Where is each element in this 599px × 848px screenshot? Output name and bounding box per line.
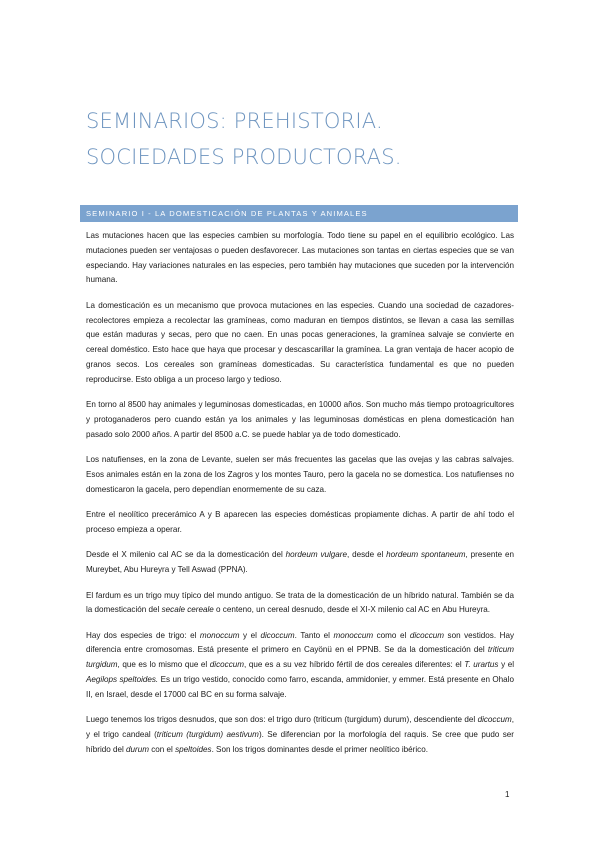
italic-term: Aegilops speltoides. (86, 675, 159, 685)
text-segment: , que es lo mismo que el (117, 660, 210, 670)
text-segment: o centeno, un cereal desnudo, desde el XI-X milenio cal AC en Abu Hureyra. (213, 605, 491, 615)
text-segment: . Tanto el (294, 630, 334, 640)
document-body (86, 229, 514, 768)
italic-term: dicoccum (209, 660, 244, 670)
text-segment: . Son los trigos dominantes desde el primer neolítico ibérico. (211, 744, 428, 754)
italic-term: durum (126, 744, 149, 754)
text-segment: con el (149, 744, 176, 754)
italic-term: triticum turgidum (86, 645, 514, 670)
text-segment: , y el trigo candeal ( (86, 715, 514, 740)
paragraph (86, 629, 514, 703)
italic-term: T. urartus (464, 660, 499, 670)
text-segment: En torno al 8500 hay animales y leguminosas domesticadas, en 10000 años. Son mucho más tiempo protoagricultores y protoganaderos pero cuando están ya los animales y las leguminosas domésticas en plena domesticación han pasado solo 2000 años. A partir del 8500 a.C. se puede hablar ya de todo domesticado. (86, 400, 514, 439)
section-heading: SEMINARIO I - LA DOMESTICACIÓN DE PLANTAS Y ANIMALES (86, 209, 368, 218)
text-segment: Entre el neolítico precerámico A y B aparecen las especies domésticas propiamente dichas. A partir de ahí todo el proceso empieza a operar. (86, 510, 514, 534)
text-segment: Las mutaciones hacen que las especies cambien su morfología. Todo tiene su papel en el equilibrio ecológico. Las mutaciones pueden ser ventajosas o pueden desfavorecer. Las mutaciones son tantas en ciertas especies que se van especiando. Hay variaciones naturales en las especies, pero también hay mutaciones que suceden por la intervención humana. (86, 231, 514, 285)
document-title (86, 103, 526, 175)
text-segment: son vestidos. Hay diferencia entre cromosomas. Está presente el primero en Cayönü en el PPNB. Se da la domesticación del (86, 630, 514, 655)
text-segment: ). Se diferencian por la morfología del raquis. Se cree que pudo ser híbrido del (86, 730, 514, 754)
title-line-1: SEMINARIOS: PREHISTORIA. (86, 109, 383, 133)
paragraph (86, 398, 514, 442)
title-line-2: SOCIEDADES PRODUCTORAS. (86, 145, 402, 169)
text-segment: Los natufienses, en la zona de Levante, suelen ser más frecuentes las gacelas que las ovejas y las cabras salvajes. Esos animales están en la zona de los Zagros y los montes Tauro, pero la gacela no se domestica. Los natufienses no domesticaron la gacela, pero dependían enormemente de su caza. (86, 455, 514, 494)
italic-term: dicoccum (477, 715, 512, 725)
text-segment: como el (373, 630, 410, 640)
page-number: 1 (505, 790, 510, 799)
paragraph (86, 508, 514, 538)
italic-term: secale cereale (161, 605, 214, 615)
section-heading-bar (80, 205, 518, 222)
paragraph (86, 713, 514, 757)
text-segment: El fardum es un trigo muy típico del mundo antiguo. Se trata de la domesticación de un híbrido natural. También se da la domesticación del (86, 590, 514, 615)
text-segment: y el (498, 660, 514, 670)
text-segment: Luego tenemos los trigos desnudos, que son dos: el trigo duro (triticum (turgidum) durum), descendiente del (86, 715, 478, 725)
paragraph (86, 453, 514, 497)
italic-term: dicoccum (409, 630, 444, 640)
paragraph (86, 589, 514, 619)
text-segment: Hay dos especies de trigo: el (86, 630, 200, 640)
text-segment: y el (239, 630, 261, 640)
italic-term: speltoides (175, 744, 212, 754)
text-segment: Es un trigo vestido, conocido como farro, escanda, ammidonier, y emmer. Está presente en Ohalo II, en Israel, desde el 17000 cal BC en su forma salvaje. (86, 675, 514, 699)
paragraph (86, 548, 514, 578)
italic-term: monoccum (199, 630, 240, 640)
paragraph (86, 299, 514, 388)
paragraph (86, 229, 514, 288)
italic-term: monoccum (333, 630, 374, 640)
text-segment: , que es a su vez híbrido fértil de dos cereales diferentes: el (243, 660, 465, 670)
italic-term: triticum (turgidum) aestivum (156, 730, 259, 740)
text-segment: , desde el (347, 550, 387, 560)
text-segment: , presente en Mureybet, Abu Hureyra y Tell Aswad (PPNA). (86, 550, 514, 575)
text-segment: La domesticación es un mecanismo que provoca mutaciones en las especies. Cuando una sociedad de cazadores-recolectores empieza a recolectar las gramíneas, como maduran en tiempos distintos, se llevan a casa las semillas que están maduras y secas, pero que no caen. En unas pocas generaciones, la gramínea salvaje se convierte en cereal doméstico. Esto hace que haya que procesar y descascarillar la gramínea. La gran ventaja de hacer acopio de granos secos. Los cereales son gramíneas domesticadas. Su característica fundamental es que no pueden reproducirse. Esto obliga a un proceso largo y tedioso. (86, 300, 514, 384)
italic-term: dicoccum (260, 630, 295, 640)
italic-term: hordeum spontaneum (386, 550, 466, 560)
text-segment: Desde el X milenio cal AC se da la domesticación del (86, 550, 286, 560)
italic-term: hordeum vulgare (285, 550, 347, 560)
